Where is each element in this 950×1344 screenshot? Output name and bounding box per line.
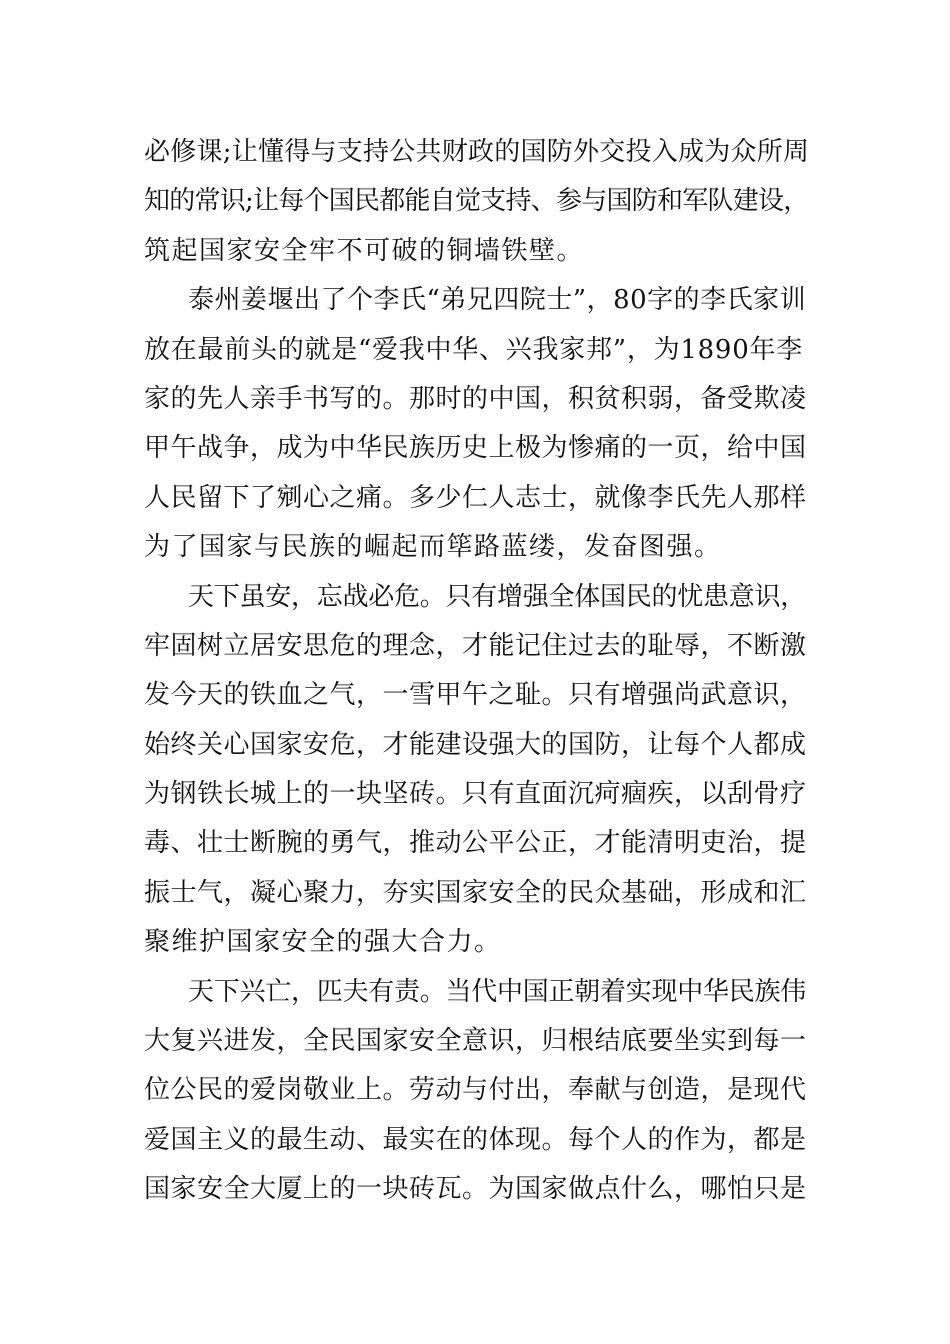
- text-line: 位公民的爱岗敬业上。劳动与付出，奉献与创造，是现代: [144, 1075, 807, 1106]
- paragraph-first-line: 天下虽安，忘战必危。只有增强全体国民的忧患意识，: [188, 581, 807, 612]
- text-line: 家的先人亲手书写的。那时的中国，积贫积弱，备受欺凌: [144, 383, 807, 414]
- text-line: 为钢铁长城上的一块坚砖。只有直面沉疴痼疾，以刮骨疗: [144, 779, 807, 810]
- text-line: 爱国主义的最生动、最实在的体现。每个人的作为，都是: [144, 1124, 807, 1155]
- text-line: 毒、壮士断腕的勇气，推动公平公正，才能清明吏治，提: [144, 828, 807, 859]
- text-line: 必修课;让懂得与支持公共财政的国防外交投入成为众所周: [144, 137, 810, 167]
- paragraph-first-line: 天下兴亡，匹夫有责。当代中国正朝着实现中华民族伟: [188, 976, 807, 1007]
- text-line: 人民留下了剜心之痛。多少仁人志士，就像李氏先人那样: [144, 482, 807, 513]
- text-line: 大复兴进发，全民国家安全意识，归根结底要坐实到每一: [144, 1026, 807, 1057]
- text-line: 放在最前头的就是“爱我中华、兴我家邦”，为1890年李: [144, 334, 804, 365]
- text-line: 牢固树立居安思危的理念，才能记住过去的耻辱，不断激: [144, 630, 807, 661]
- text-line: 甲午战争，成为中华民族历史上极为惨痛的一页，给中国: [144, 433, 807, 464]
- body-text: [144, 128, 809, 1215]
- text-line: 为了国家与民族的崛起而筚路蓝缕，发奋图强。: [144, 532, 722, 563]
- text-line: 始终关心国家安危，才能建设强大的国防，让每个人都成: [144, 729, 807, 760]
- text-line: 国家安全大厦上的一块砖瓦。为国家做点什么，哪怕只是: [144, 1174, 807, 1205]
- text-line: 聚维护国家安全的强大合力。: [144, 927, 502, 958]
- text-line: 振士气，凝心聚力，夯实国家安全的民众基础，形成和汇: [144, 877, 807, 908]
- paragraph-first-line: 泰州姜堰出了个李氏“弟兄四院士”，80字的李氏家训: [188, 285, 807, 316]
- text-line: 发今天的铁血之气，一雪甲午之耻。只有增强尚武意识，: [144, 680, 807, 711]
- text-line: 筑起国家安全牢不可破的铜墙铁壁。: [144, 235, 585, 266]
- text-line: 知的常识;让每个国民都能自觉支持、参与国防和军队建设，: [144, 186, 809, 217]
